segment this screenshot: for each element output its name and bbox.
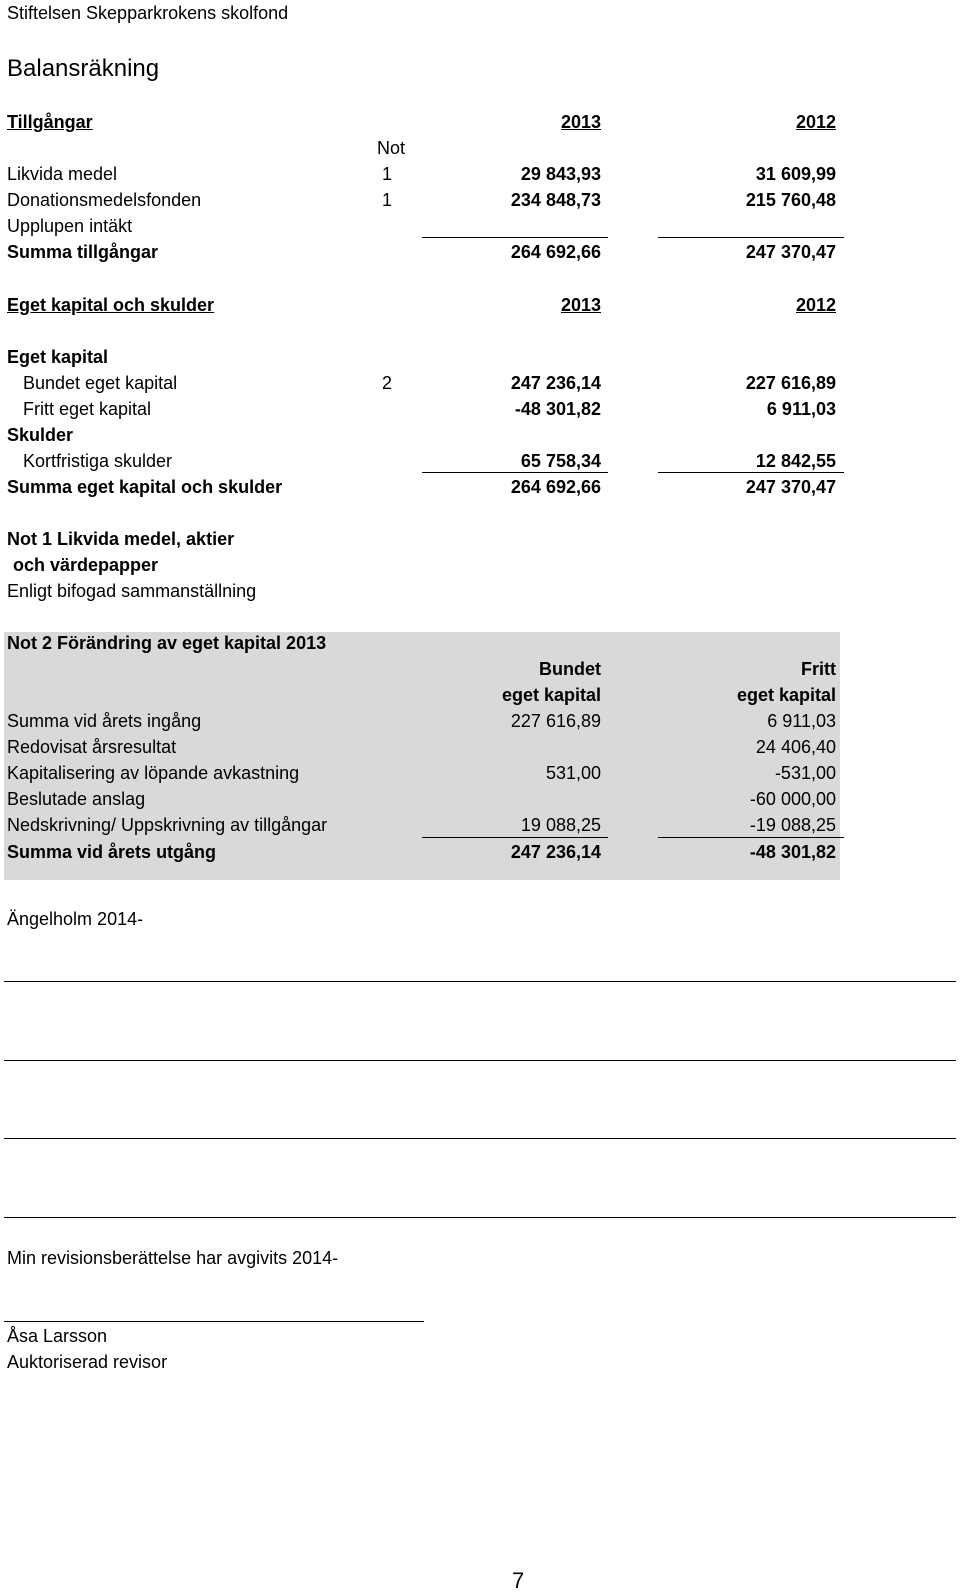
equity-row-value-2013: -48 301,82 — [514, 399, 601, 419]
note2-row-fritt: -60 000,00 — [749, 789, 836, 809]
note1-title: Not 1 Likvida medel, aktier — [7, 529, 235, 549]
auditor-title: Auktoriserad revisor — [7, 1352, 168, 1372]
equity-row-note: 2 — [382, 373, 393, 393]
note2-row-label: Beslutade anslag — [7, 789, 146, 809]
equity-row-value-2012: 227 616,89 — [745, 373, 836, 393]
assets-total-2013: 264 692,66 — [510, 242, 601, 262]
sum-rule — [658, 237, 844, 238]
note2-row-fritt: 24 406,40 — [755, 737, 836, 757]
asset-row-label: Donationsmedelsfonden — [7, 190, 202, 210]
equity-row-label: Fritt eget kapital — [23, 399, 152, 419]
note2-row-label: Summa vid årets ingång — [7, 711, 202, 731]
signature-line — [4, 1138, 956, 1139]
equity-heading: Eget kapital och skulder — [7, 295, 215, 315]
asset-row-label: Upplupen intäkt — [7, 216, 133, 236]
note2-col2-header: eget kapital — [736, 685, 836, 705]
sum-rule — [658, 837, 844, 838]
note1-text: Enligt bifogad sammanställning — [7, 581, 257, 601]
asset-row-value-2013: 29 843,93 — [520, 164, 601, 184]
assets-year-2013: 2013 — [560, 112, 601, 132]
equity-total-2012: 247 370,47 — [745, 477, 836, 497]
note2-row-label: Nedskrivning/ Uppskrivning av tillgångar — [7, 815, 328, 835]
note2-row-label: Redovisat årsresultat — [7, 737, 177, 757]
assets-heading: Tillgångar — [7, 112, 93, 132]
liabilities-row-value-2012: 12 842,55 — [755, 451, 836, 471]
auditor-name: Åsa Larsson — [7, 1326, 108, 1346]
note2-row-bundet: 227 616,89 — [510, 711, 601, 731]
note2-row-bundet: 19 088,25 — [520, 815, 601, 835]
signature-line — [4, 981, 956, 982]
sum-rule — [422, 237, 608, 238]
asset-row-value-2012: 215 760,48 — [745, 190, 836, 210]
equity-total-2013: 264 692,66 — [510, 477, 601, 497]
equity-group-heading: Eget kapital — [7, 347, 109, 367]
equity-year-2013: 2013 — [560, 295, 601, 315]
organization-name: Stiftelsen Skepparkrokens skolfond — [7, 3, 289, 23]
assets-year-2012: 2012 — [795, 112, 836, 132]
note2-col1-header: Bundet — [539, 659, 601, 679]
signature-line — [4, 1060, 956, 1061]
assets-total-label: Summa tillgångar — [7, 242, 159, 262]
note2-row-fritt: -19 088,25 — [749, 815, 836, 835]
sum-rule — [422, 472, 608, 473]
liabilities-row-label: Kortfristiga skulder — [23, 451, 173, 471]
note2-total-fritt: -48 301,82 — [749, 842, 836, 862]
asset-row-value-2013: 234 848,73 — [510, 190, 601, 210]
note2-col2-header: Fritt — [801, 659, 836, 679]
liabilities-row-value-2013: 65 758,34 — [520, 451, 601, 471]
equity-year-2012: 2012 — [795, 295, 836, 315]
auditor-signature-line — [4, 1321, 424, 1322]
asset-row-value-2012: 31 609,99 — [755, 164, 836, 184]
note1-subtitle: och värdepapper — [13, 555, 159, 575]
page-number: 7 — [512, 1568, 525, 1593]
audit-statement: Min revisionsberättelse har avgivits 2014- — [7, 1248, 339, 1268]
note2-row-fritt: 6 911,03 — [767, 711, 836, 731]
note2-row-label: Kapitalisering av löpande avkastning — [7, 763, 300, 783]
note2-title: Not 2 Förändring av eget kapital 2013 — [7, 633, 327, 653]
equity-row-label: Bundet eget kapital — [23, 373, 178, 393]
assets-total-2012: 247 370,47 — [745, 242, 836, 262]
equity-row-value-2012: 6 911,03 — [766, 399, 836, 419]
note-column-header: Not — [377, 138, 406, 158]
note2-total-label: Summa vid årets utgång — [7, 842, 217, 862]
asset-row-note: 1 — [382, 164, 393, 184]
asset-row-label: Likvida medel — [7, 164, 118, 184]
note2-total-bundet: 247 236,14 — [510, 842, 601, 862]
note2-row-bundet: 531,00 — [545, 763, 601, 783]
sum-rule — [658, 472, 844, 473]
note2-row-fritt: -531,00 — [774, 763, 836, 783]
asset-row-note: 1 — [382, 190, 393, 210]
note2-col1-header: eget kapital — [501, 685, 601, 705]
sum-rule — [422, 837, 608, 838]
place-date: Ängelholm 2014- — [7, 909, 144, 929]
equity-row-value-2013: 247 236,14 — [510, 373, 601, 393]
liabilities-group-heading: Skulder — [7, 425, 74, 445]
equity-total-label: Summa eget kapital och skulder — [7, 477, 283, 497]
signature-line — [4, 1217, 956, 1218]
page-title: Balansräkning — [7, 55, 160, 82]
